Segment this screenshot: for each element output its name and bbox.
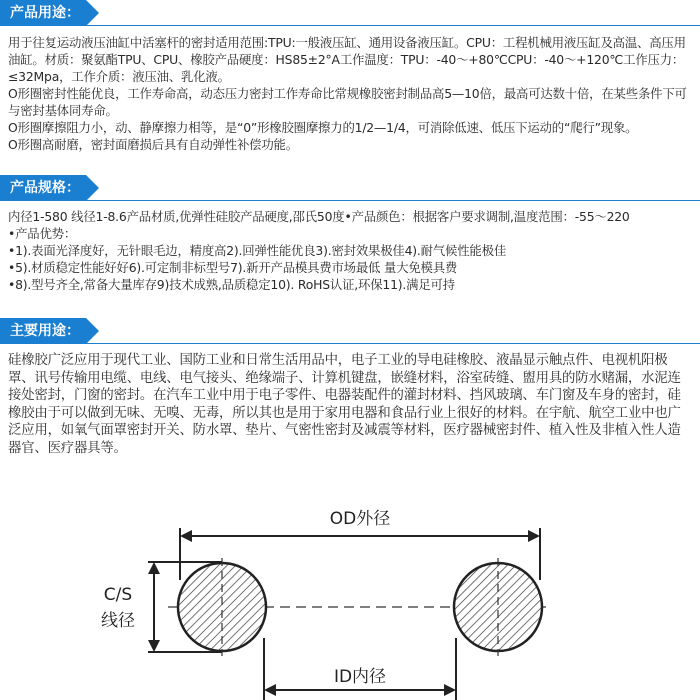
section-header-usage	[0, 0, 700, 26]
section-header-main-use	[0, 318, 700, 344]
arrowhead	[148, 562, 160, 574]
divider	[0, 25, 700, 26]
section-title: 主要用途：	[0, 318, 86, 344]
usage-line: O形圈摩擦阻力小，动、静摩擦力相等，是“0”形橡胶圈摩擦力的1/2—1/4，可消除低速、低压下运动的“爬行”现象。	[8, 120, 638, 135]
arrowhead	[444, 684, 456, 696]
specs-line: •1).表面光泽度好，无针眼毛边，精度高2).回弹性能优良3).密封效果极佳4).耐气候性能极佳	[8, 243, 507, 258]
arrowhead	[264, 684, 276, 696]
main-use-text	[8, 352, 692, 457]
id-label: ID内径	[333, 667, 387, 687]
divider	[0, 200, 700, 201]
divider	[0, 343, 700, 344]
usage-line: 用于往复运动液压油缸中活塞杆的密封适用范围:TPU:一般液压缸、通用设备液压缸。CPU：工程机械用液压缸及高温、高压用油缸。材质：聚氨酯TPU、CPU、橡胶产品硬度：HS85±2°A工作温度：TPU：-40～+80℃CPU：-40～+120℃工作压力：≤32Mpa，工作介质：液压油、乳化液。	[8, 35, 686, 84]
cs-label-bottom: 线径	[101, 611, 135, 631]
main-use-paragraph: 硅橡胶广泛应用于现代工业、国防工业和日常生活用品中，电子工业的导电硅橡胶、液晶显示触点件、电视机阳极罩、讯号传输用电缆、电线、电气接头、绝缘端子、计算机键盘，嵌缝材料，浴室砖缝、盥用具的防水赌漏，水泥连接处密封，门窗的密封。在汽车工业中用于电子零件、电器装配件的灌封材料、挡风玻璃、车门窗及车身的密封，硅橡胶由于可以做到无味、无嗅、无毒，所以其也是用于家用电器和食品行业上很好的材料。在宇航、航空工业中也广泛应用，如氧气面罩密封开关、防水罩、垫片、气密性密封及减震等材料，医疗器械密封件、植入性及非植入性人造器官、医疗器具等。	[8, 353, 681, 456]
section-title: 产品规格：	[0, 175, 86, 201]
section-header-specs	[0, 175, 700, 201]
specs-text	[8, 208, 692, 293]
usage-line: O形圈高耐磨，密封面磨损后具有自动弹性补偿功能。	[8, 137, 298, 152]
usage-line: O形圈密封性能优良，工作寿命高，动态压力密封工作寿命比常规橡胶密封制品高5—10倍，最高可达数十倍，在某些条件下可与密封基体同寿命。	[8, 86, 687, 118]
arrowhead	[528, 530, 540, 542]
o-ring-diagram	[0, 478, 700, 700]
arrowhead	[148, 640, 160, 652]
cs-label-top: C/S	[103, 585, 133, 605]
od-label: OD外径	[329, 509, 391, 529]
section-title: 产品用途：	[0, 0, 86, 26]
specs-line: •8).型号齐全,常备大量库存9)技术成熟,品质稳定10). RoHS认证,环保11).满足可持	[8, 277, 455, 292]
specs-line: •5).材质稳定性能好好6).可定制非标型号7).新开产品模具费市场最低 量大免模具费	[8, 260, 458, 275]
specs-line: 内径1-580 线径1-8.6产品材质,优弹性硅胶产品硬度,邵氏50度•产品颜色：根据客户要求调制,温度范围：-55～220	[8, 209, 630, 224]
usage-text	[8, 34, 692, 153]
arrowhead	[180, 530, 192, 542]
specs-line: •产品优势：	[8, 226, 77, 241]
